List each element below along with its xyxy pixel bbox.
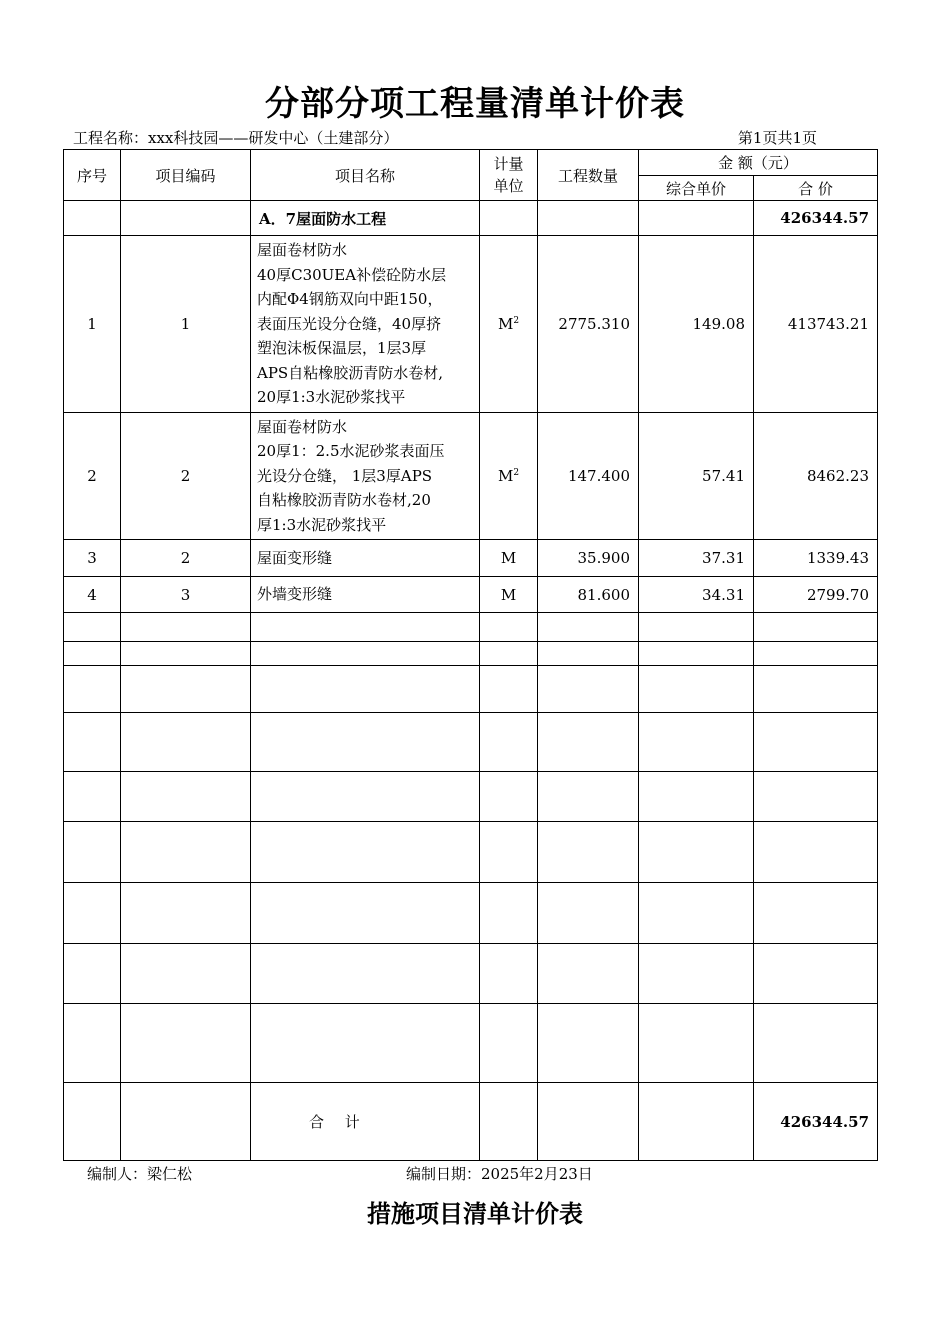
row-name-line: 屋面变形缝 (257, 548, 333, 567)
project-name: 工程名称：xxx科技园——研发中心（土建部分） (73, 129, 399, 147)
preparer: 编制人：梁仁松 (87, 1165, 193, 1183)
row-unit (480, 236, 538, 413)
row-quantity: 81.600 (538, 577, 639, 613)
row-unit-text: M (500, 585, 517, 604)
empty-row (64, 666, 878, 713)
row-unit (480, 577, 538, 613)
row-unit-text: M (500, 549, 517, 567)
row-total: 8462.23 (754, 412, 878, 540)
row-unit-text: M (497, 314, 514, 333)
row-unit (480, 540, 538, 577)
row-code: 2 (121, 412, 251, 540)
row-unit (480, 412, 538, 540)
table-row (64, 577, 878, 613)
row-name-line: 塑泡沫板保温层，1层3厚 (257, 339, 427, 357)
empty-row (64, 772, 878, 822)
table-row (64, 412, 878, 540)
header-amount: 金 额（元） (639, 150, 878, 176)
row-unit-sup: 2 (513, 315, 520, 326)
section-total: 426344.57 (754, 201, 878, 236)
row-name (251, 412, 480, 540)
row-quantity: 35.900 (538, 540, 639, 577)
row-total: 413743.21 (754, 236, 878, 413)
page-title: 分部分项工程量清单计价表 (265, 84, 685, 124)
row-name-line: 厚1:3水泥砂浆找平 (257, 515, 387, 534)
header-unit (480, 150, 538, 201)
empty-row (64, 713, 878, 772)
row-name-line: 屋面卷材防水 (257, 241, 348, 259)
table-row (64, 236, 878, 413)
row-total: 1339.43 (754, 540, 878, 577)
item-rows (64, 236, 878, 613)
empty-row (64, 822, 878, 883)
row-name-line: 20厚1:3水泥砂浆找平 (257, 388, 406, 406)
section-name: A．7屋面防水工程 (251, 201, 480, 236)
table-row (64, 540, 878, 577)
row-unit-price: 34.31 (639, 577, 754, 613)
header-seq: 序号 (64, 150, 121, 201)
header-row (64, 150, 878, 176)
row-seq: 4 (64, 577, 121, 613)
header-total: 合 价 (754, 176, 878, 201)
page-info: 第1页共1页 (737, 129, 817, 147)
header-unit-line2: 单位 (493, 177, 524, 195)
bill-table (63, 149, 878, 1161)
row-name-line: 20厚1：2.5水泥砂浆表面压 (257, 442, 445, 460)
empty-row (64, 883, 878, 944)
empty-row (64, 944, 878, 1004)
row-name-line: APS自粘橡胶沥青防水卷材, (257, 363, 443, 382)
row-name-line: 表面压光设分仓缝，40厚挤 (257, 314, 442, 333)
total-row (64, 1083, 878, 1161)
row-name (251, 236, 480, 413)
header-quantity: 工程数量 (538, 150, 639, 201)
row-name (251, 577, 480, 613)
grand-total: 426344.57 (754, 1083, 878, 1161)
row-name-line: 内配Φ4钢筋双向中距150， (257, 290, 443, 308)
row-code: 2 (121, 540, 251, 577)
row-unit-text: M (497, 466, 514, 485)
row-name-line: 外墙变形缝 (257, 585, 333, 604)
header-unit-price: 综合单价 (639, 176, 754, 201)
total-label: 合 计 (251, 1083, 480, 1161)
row-name (251, 540, 480, 577)
row-seq: 3 (64, 540, 121, 577)
row-seq: 2 (64, 412, 121, 540)
header-code: 项目编码 (121, 150, 251, 201)
header-unit-line1: 计量 (493, 155, 524, 173)
header-name: 项目名称 (251, 150, 480, 201)
section-row (64, 201, 878, 236)
row-quantity: 2775.310 (538, 236, 639, 413)
next-section-title: 措施项目清单计价表 (367, 1200, 583, 1228)
row-seq: 1 (64, 236, 121, 413)
row-name-line: 屋面卷材防水 (257, 417, 348, 436)
empty-row (64, 613, 878, 642)
row-quantity: 147.400 (538, 412, 639, 540)
row-total: 2799.70 (754, 577, 878, 613)
row-unit-price: 149.08 (639, 236, 754, 413)
row-name-line: 自粘橡胶沥青防水卷材,20 (257, 491, 431, 509)
row-unit-price: 57.41 (639, 412, 754, 540)
empty-row (64, 1004, 878, 1083)
prepared-date: 编制日期：2025年2月23日 (406, 1165, 593, 1183)
row-code: 3 (121, 577, 251, 613)
row-code: 1 (121, 236, 251, 413)
row-unit-sup: 2 (513, 467, 520, 478)
row-unit-price: 37.31 (639, 540, 754, 577)
row-name-line: 40厚C30UEA补偿砼防水层 (257, 265, 447, 284)
empty-row (64, 642, 878, 666)
row-name-line: 光设分仓缝， 1层3厚APS (257, 466, 433, 485)
